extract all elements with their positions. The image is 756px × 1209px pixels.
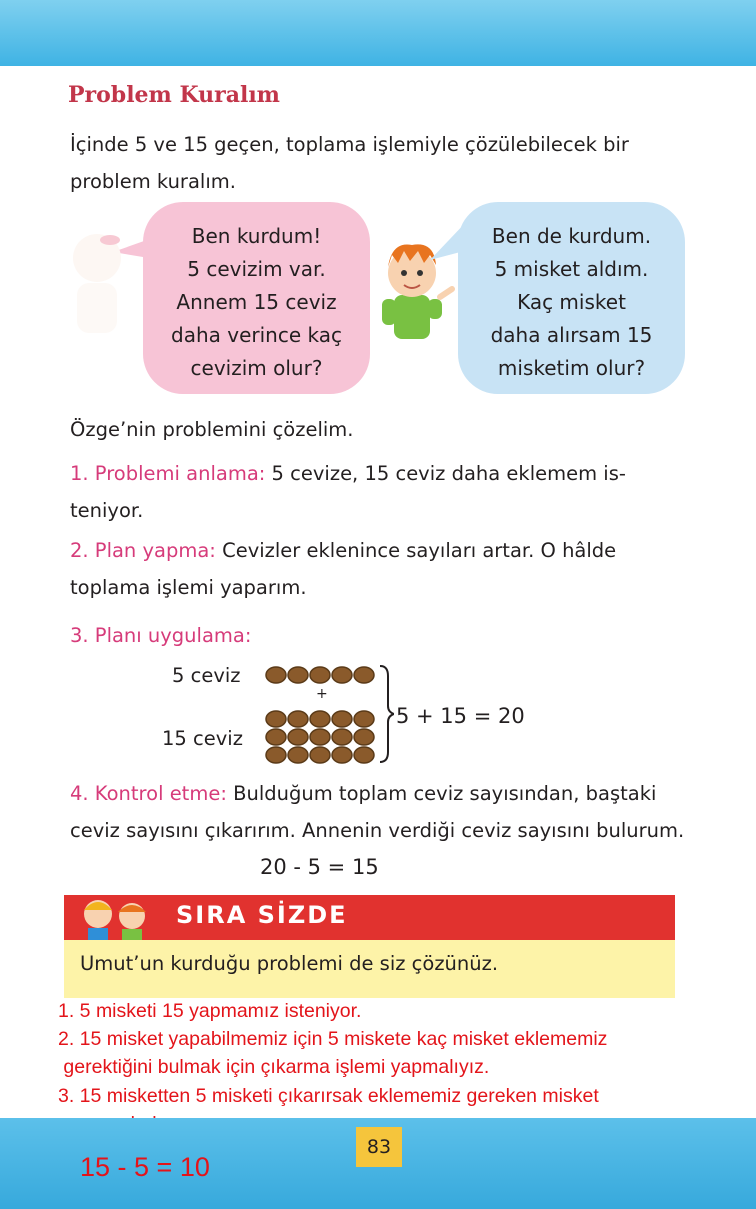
answer-line-4: 3. 15 misketten 5 misketi çıkarırsak eklememiz gereken misket — [58, 1085, 599, 1107]
step-2-text: Cevizler eklenince sayıları artar. O hâlde — [222, 539, 617, 562]
final-answer: 15 - 5 = 10 — [80, 1152, 210, 1182]
step-1-label: 1. Problemi anlama: — [70, 462, 266, 485]
plus-sign: + — [316, 686, 328, 702]
bubble-line: 5 misket aldım. — [494, 257, 649, 281]
kids-icon — [70, 892, 160, 944]
speech-bubble-ozge — [143, 202, 370, 394]
bubble-line: daha alırsam 15 — [490, 323, 653, 347]
step-3-label: 3. Planı uygulama: — [70, 624, 252, 647]
step-4-text: Bulduğum toplam ceviz sayısından, baştaki — [233, 782, 657, 805]
walnut-row2-label: 15 ceviz — [162, 727, 243, 750]
step-1 — [70, 455, 700, 529]
solve-intro: Özge’nin problemini çözelim. — [70, 418, 354, 441]
answer-line-2: 2. 15 misket yapabilmemiz için 5 miskete kaç misket eklememiz — [58, 1028, 608, 1050]
answer-line-3: gerektiğini bulmak için çıkarma işlemi yapmalıyız. — [58, 1056, 490, 1078]
step-4-label: 4. Kontrol etme: — [70, 782, 227, 805]
addition-equation: 5 + 15 = 20 — [396, 704, 525, 728]
bubble-line: cevizim olur? — [190, 356, 323, 380]
top-blue-band — [0, 0, 756, 66]
answer-line-1: 1. 5 misketi 15 yapmamız isteniyor. — [58, 1000, 362, 1022]
step-2-text-cont: toplama işlemi yaparım. — [70, 576, 307, 599]
walnut-illustration — [264, 662, 394, 772]
step-2 — [70, 532, 700, 606]
step-1-text: 5 cevize, 15 ceviz daha eklemem is- — [271, 462, 626, 485]
bubble-line: Ben kurdum! — [191, 224, 322, 248]
step-1-text-cont: teniyor. — [70, 499, 144, 522]
speech-bubble-umut — [458, 202, 685, 394]
section-title: Problem Kuralım — [68, 82, 280, 108]
step-4-text-cont: ceviz sayısını çıkarırım. Annenin verdiği ceviz sayısını bulurum. — [70, 819, 685, 842]
sira-sizde-label: SIRA SİZDE — [176, 901, 348, 929]
bubble-line: daha verince kaç — [171, 323, 342, 347]
bubble-line: 5 cevizim var. — [187, 257, 326, 281]
step-4 — [70, 775, 730, 849]
bubble-line: misketim olur? — [497, 356, 646, 380]
bubble-line: Annem 15 ceviz — [176, 290, 337, 314]
task-text: Umut’un kurduğu problemi de siz çözünüz. — [80, 952, 499, 975]
bubble-line: Ben de kurdum. — [491, 224, 652, 248]
bubble-line: Kaç misket — [517, 290, 626, 314]
subtraction-equation: 20 - 5 = 15 — [260, 855, 379, 879]
girl-figure-faded — [62, 228, 132, 338]
walnut-row1-label: 5 ceviz — [172, 664, 241, 687]
step-2-label: 2. Plan yapma: — [70, 539, 216, 562]
page-number: 83 — [356, 1127, 402, 1167]
intro-paragraph: İçinde 5 ve 15 geçen, toplama işlemiyle çözülebilecek bir problem kuralım. — [70, 133, 629, 193]
